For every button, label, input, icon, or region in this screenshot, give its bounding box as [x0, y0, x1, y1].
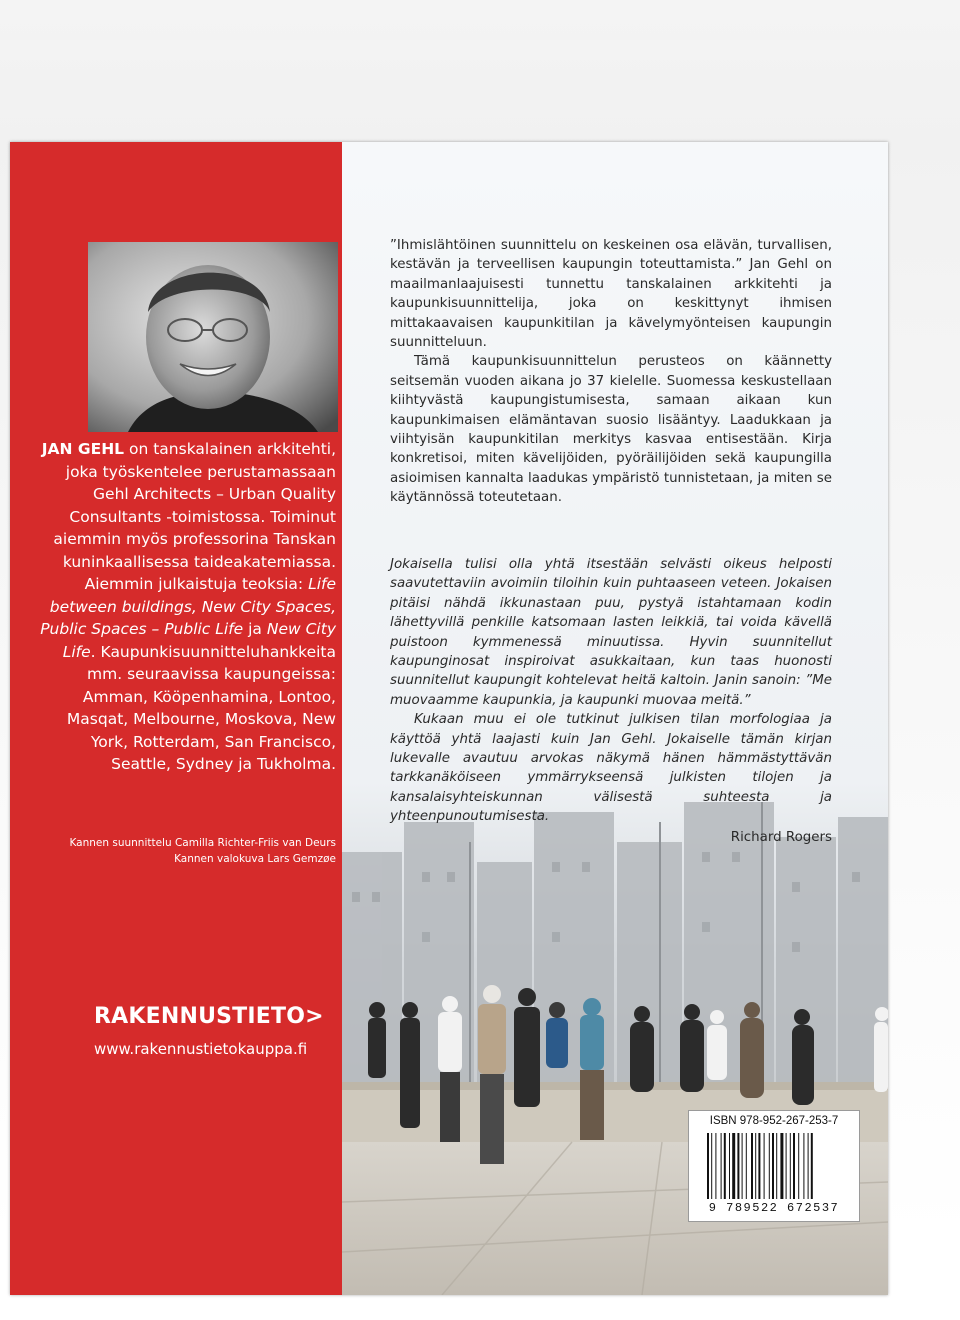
quote-attribution: Richard Rogers — [730, 830, 832, 845]
credit-photo: Kannen valokuva Lars Gemzøe — [174, 853, 336, 865]
barcode-bar — [742, 1133, 743, 1199]
works-and: ja — [243, 620, 267, 638]
barcode-bar — [729, 1133, 730, 1199]
quote-text — [390, 555, 832, 827]
barcode-bar — [780, 1133, 783, 1199]
quote-paragraph-2: Kukaan muu ei ole tutkinut julkisen tilan morfologiaa ja käyttöä yhtä laajasti kuin Jan Gehl. Jokaiselle tämän kirjan lukevalle avautuu arvokas näkymä hänen hämmästyttävän tarkkanäköiseen ymmärrykseensä julkisten tilojen ja kansalaisyhteiskunnan välisestä suhteesta ja yhteenpunoutumisesta. — [390, 712, 832, 825]
barcode-bar — [776, 1133, 777, 1199]
isbn-barcode — [688, 1110, 860, 1222]
barcode-bar — [721, 1133, 722, 1199]
red-panel — [10, 142, 342, 1295]
author-portrait — [88, 242, 338, 432]
barcode-bar — [751, 1133, 753, 1199]
works-list-1: Life between buildings, New City Spaces, Public Spaces – Public Life — [40, 575, 336, 638]
barcode-bar — [737, 1133, 739, 1199]
barcode-bar — [786, 1133, 787, 1199]
description-paragraph-2: Tämä kaupunkisuunnittelun perusteos on käännetty seitsemän vuoden aikana jo 37 kielelle. Suomessa keskustellaan kiihtyvästä kaupungistumisesta, samaan aikaan kun kaupunkimaisen elämäntavan suosio lisääntyy. Laadukkaan ja viihtyisän kaupunkitilan merkitys kasvaa entisestään. Kirja konkretisoi, miten kävelijöiden, pyöräilijöiden sekä kaupungilla asioimisen kannalta laadukas ympäristö tunnistetaan, ja miten se käytännössä toteutetaan. — [390, 354, 832, 506]
barcode-bar — [798, 1133, 799, 1199]
text-panel — [342, 142, 888, 1295]
publisher-url: www.rakennustietokauppa.fi — [94, 1040, 308, 1058]
barcode-bar — [811, 1133, 813, 1199]
description-paragraph-1: ”Ihmislähtöinen suunnittelu on keskeinen osa elävän, turvallisen, kestävän ja terveellisen kaupungin toteuttamista.” Jan Gehl on maailmanlaajuisesti tunnettu tanskalainen arkkitehti ja kaupunkisuunnittelija, joka on keskittynyt ihmisen mittakaavaisen kaupunkitilan ja kävelymyönteisen kaupungin suunnitteluun. — [390, 238, 832, 351]
projects-cities: Kaupunkisuunnitteluhankkeita mm. seuraavissa kaupungeissa: Amman, Kööpenhamina, Lontoo, Masqat, Melbourne, Moskova, New York, Rotterdam, San Francisco, Seattle, Sydney ja Tukholma. — [66, 642, 336, 773]
cover-credits — [40, 835, 336, 867]
bio-text: on tanskalainen arkkitehti, joka työskentelee perustamassaan Gehl Architects – Urban Quality Consultants -toimistossa. Toiminut aiemmin myös professorina Tanskan kuninkaallisessa taideakatemiassa. Aiemmin julkaistuja teoksia: — [53, 440, 336, 593]
description-text — [390, 236, 832, 508]
isbn-number: ISBN 978-952-267-253-7 — [709, 1115, 839, 1127]
author-name: JAN GEHL — [41, 440, 125, 458]
works-end: . — [90, 642, 96, 661]
barcode-bar — [707, 1133, 709, 1199]
barcode-bar — [711, 1133, 712, 1199]
author-portrait-image — [88, 242, 338, 432]
author-bio — [40, 438, 336, 776]
barcode-bar — [790, 1133, 791, 1199]
publisher-logo: RAKENNUSTIETO> — [94, 1004, 324, 1029]
barcode-digits: 9 789522 672537 — [708, 1201, 840, 1215]
barcode-bar — [764, 1133, 765, 1199]
barcode-bar — [732, 1133, 735, 1199]
barcode-bar — [724, 1133, 726, 1199]
quote-paragraph-1: Jokaisella tulisi olla yhtä itsestään selvästi oikeus helposti saavutettaviin avoimiin tiloihin kuin puhtaaseen veteen. Jokaisen pitäisi nähdä ikkunastaan puu, pystyä istahtamaan kodin lähettyvillä penkille katsomaan lasten leikkiä, tai voida kävellä puistoon kymmenessä minuutissa. Hyvin suunnitellut kaupunginosat inspiroivat asukkaitaan, kun taas huonosti suunnitellut kaupungit kohtelevat heitä kaltoin. Janin sanoin: ”Me muovaamme kaupunkia, ja kaupunki muovaa meitä.” — [390, 557, 832, 708]
works-list-2: New City Life — [62, 620, 336, 661]
barcode-bar — [808, 1133, 809, 1199]
barcode-bar — [746, 1133, 747, 1199]
barcode-bar — [769, 1133, 770, 1199]
barcode-bar — [772, 1133, 774, 1199]
barcode-bar — [755, 1133, 756, 1199]
book-back-cover — [10, 142, 888, 1295]
barcode-bar — [715, 1133, 716, 1199]
barcode-bar — [803, 1133, 804, 1199]
credit-design: Kannen suunnittelu Camilla Richter-Friis van Deurs — [69, 837, 336, 849]
barcode-bar — [758, 1133, 760, 1199]
barcode-bar — [793, 1133, 795, 1199]
